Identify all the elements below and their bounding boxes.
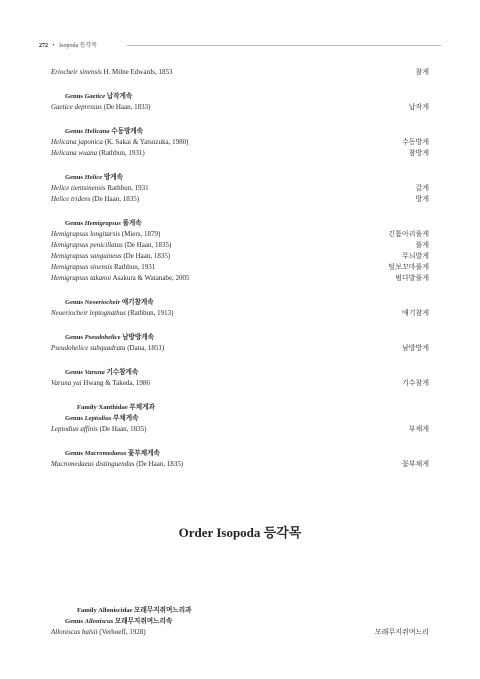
genus-name: Gaetice — [84, 93, 106, 100]
species-author: (De Haan, 1833) — [103, 103, 151, 111]
genus-korean-name: 애기참게속 — [121, 299, 154, 306]
species-name: Helice tridens — [51, 195, 91, 203]
species-korean-name: 남방방게 — [401, 344, 429, 352]
species-korean-name: 갈게 — [415, 184, 429, 192]
species-row — [51, 627, 429, 638]
species-korean-name: 긴톱아리풀게 — [388, 230, 429, 238]
genus-korean-name: 꽃부채게속 — [128, 450, 160, 457]
family-korean-name: 모래무지쥐며느리과 — [134, 607, 192, 614]
species-row — [51, 229, 429, 240]
species-name: Neoeriocheir leptognathus — [51, 309, 126, 317]
species-name: Pseudohelice subquadrata — [51, 344, 126, 352]
genus-name: Macromedaeus — [84, 450, 127, 457]
species-author: (Rathbun, 1913) — [127, 309, 174, 317]
species-korean-name: 모래무지쥐며느리 — [374, 628, 429, 636]
genus-name: Neoeriocheir — [84, 299, 121, 306]
species-author: Rathbun, 1931 — [114, 263, 156, 271]
species-row — [51, 183, 429, 194]
family-korean-name: 부채게과 — [129, 404, 155, 411]
species-author: (Miers, 1879) — [121, 230, 161, 238]
species-name: Hemigrapsus longitarsis — [51, 230, 121, 238]
species-author: Hwang & Takeda, 1986 — [83, 379, 150, 387]
genus-heading: Genus Neoeriocheir 애기참게속 — [65, 299, 154, 306]
species-author: Asakura & Watanabe, 2005 — [112, 274, 190, 282]
species-name: Alloniscus balsii — [51, 628, 98, 636]
genus-korean-name: 수동방게속 — [111, 128, 144, 135]
species-row — [51, 343, 429, 354]
genus-groups-xanthidae — [51, 413, 429, 483]
genus-name: Helicana — [84, 128, 110, 135]
species-name: Leptodius affinis — [51, 425, 98, 433]
species-korean-name: 기수참게 — [401, 379, 429, 387]
genus-heading: Genus Macromedaeus 꽃부채게속 — [65, 450, 160, 457]
species-korean-name: 무늬발게 — [401, 252, 429, 260]
genus-heading: Genus Leptodius 부채게속 — [65, 415, 139, 422]
species-row — [51, 67, 429, 78]
species-author: (Rathbun, 1931) — [98, 149, 145, 157]
species-row — [51, 262, 429, 273]
species-korean-name: 범다발풀게 — [395, 274, 429, 282]
species-korean-name: 참방게 — [408, 149, 429, 157]
species-row — [51, 459, 429, 470]
species-name: Hemigrapsus sinensis — [51, 263, 113, 271]
species-row — [51, 424, 429, 435]
species-row — [51, 137, 429, 148]
species-row — [51, 194, 429, 205]
genus-korean-name: 납작게속 — [106, 93, 133, 100]
species-author: (De Haan, 1835) — [124, 241, 172, 249]
species-author: (De Haan, 1835) — [99, 425, 147, 433]
species-name: Eriocheir sinensis — [51, 68, 102, 76]
species-name: Macromedaeus distinguendus — [51, 460, 135, 468]
species-korean-name: 애기참게 — [401, 309, 429, 317]
species-name: Hemigrapsus takanoi — [51, 274, 112, 282]
species-row — [51, 308, 429, 319]
species-row — [51, 273, 429, 284]
family-heading: Family Xanthidae 부채게과 — [77, 404, 155, 411]
genus-korean-name: 풀게속 — [122, 220, 142, 227]
header-rule — [127, 45, 441, 46]
species-korean-name: 수동방게 — [401, 138, 429, 146]
species-korean-name: 방게 — [415, 195, 429, 203]
species-row — [51, 251, 429, 262]
order-korean-name: 등각목 — [263, 525, 302, 540]
species-author: H. Milne Edwards, 1853 — [103, 68, 173, 76]
genus-groups — [51, 91, 429, 402]
genus-name: Pseudohelice — [84, 334, 121, 341]
species-korean-name: 참게 — [415, 68, 429, 76]
species-name: Helice tientsinensis — [51, 184, 106, 192]
species-row — [51, 148, 429, 159]
species-korean-name: 풀게 — [415, 241, 429, 249]
genus-name: Leptodius — [84, 415, 112, 422]
genus-heading: Genus Alloniscus 모래무지쥐며느리속 — [65, 618, 173, 625]
genus-name: Varuna — [84, 369, 105, 376]
genus-korean-name: 방게속 — [103, 174, 123, 181]
genus-name: Helice — [84, 174, 103, 181]
species-row — [51, 102, 429, 113]
species-name: Helicana japonica — [51, 138, 103, 146]
species-korean-name: 털보꼬마풀게 — [388, 263, 429, 271]
species-author: (Verhoeff, 1928) — [99, 628, 146, 636]
species-korean-name: 꽃부채게 — [401, 460, 429, 468]
genus-korean-name: 기수참게속 — [106, 369, 139, 376]
species-author: (K. Sakai & Yatsuzuka, 1980) — [104, 138, 189, 146]
family-name: Alloniscidae — [98, 607, 133, 614]
header-separator: • — [52, 43, 55, 49]
genus-heading: Genus Gaetice 납작게속 — [65, 93, 133, 100]
running-header — [39, 40, 441, 52]
species-author: (De Haan, 1835) — [92, 195, 140, 203]
genus-heading: Genus Varuna 기수참게속 — [65, 369, 139, 376]
genus-heading: Genus Helicana 수동방게속 — [65, 128, 144, 135]
species-author: (De Haan, 1835) — [136, 460, 184, 468]
species-name: Hemigrapsus sanguineus — [51, 252, 122, 260]
header-title: Isopoda 등각목 — [59, 43, 97, 49]
species-author: (De Haan, 1835) — [123, 252, 171, 260]
species-list — [51, 67, 429, 483]
species-name: Varuna yui — [51, 379, 82, 387]
isopoda-list — [51, 605, 429, 638]
species-author: Rathbun, 1931 — [107, 184, 149, 192]
species-row — [51, 240, 429, 251]
order-name: Order Isopoda — [178, 525, 261, 540]
species-korean-name: 납작게 — [408, 103, 429, 111]
genus-heading: Genus Hemigrapsus 풀게속 — [65, 220, 142, 227]
species-author: (Dana, 1851) — [127, 344, 165, 352]
family-name: Xanthidae — [98, 404, 128, 411]
genus-name: Hemigrapsus — [84, 220, 121, 227]
genus-korean-name: 모래무지쥐며느리속 — [114, 618, 173, 625]
species-row — [51, 378, 429, 389]
species-korean-name: 부채게 — [408, 425, 429, 433]
page-number: 272 — [39, 43, 48, 49]
genus-korean-name: 남방방게속 — [122, 334, 155, 341]
genus-heading: Genus Pseudohelice 남방방게속 — [65, 334, 155, 341]
genus-name: Alloniscus — [84, 618, 114, 625]
genus-korean-name: 부채게속 — [113, 415, 139, 422]
order-heading — [0, 522, 480, 541]
species-name: Gaetice depressus — [51, 103, 102, 111]
species-name: Hemigrapsus penicillatus — [51, 241, 123, 249]
family-heading: Family Alloniscidae 모래무지쥐며느리과 — [77, 607, 192, 614]
species-name: Helicana wuana — [51, 149, 98, 157]
genus-heading: Genus Helice 방게속 — [65, 174, 123, 181]
